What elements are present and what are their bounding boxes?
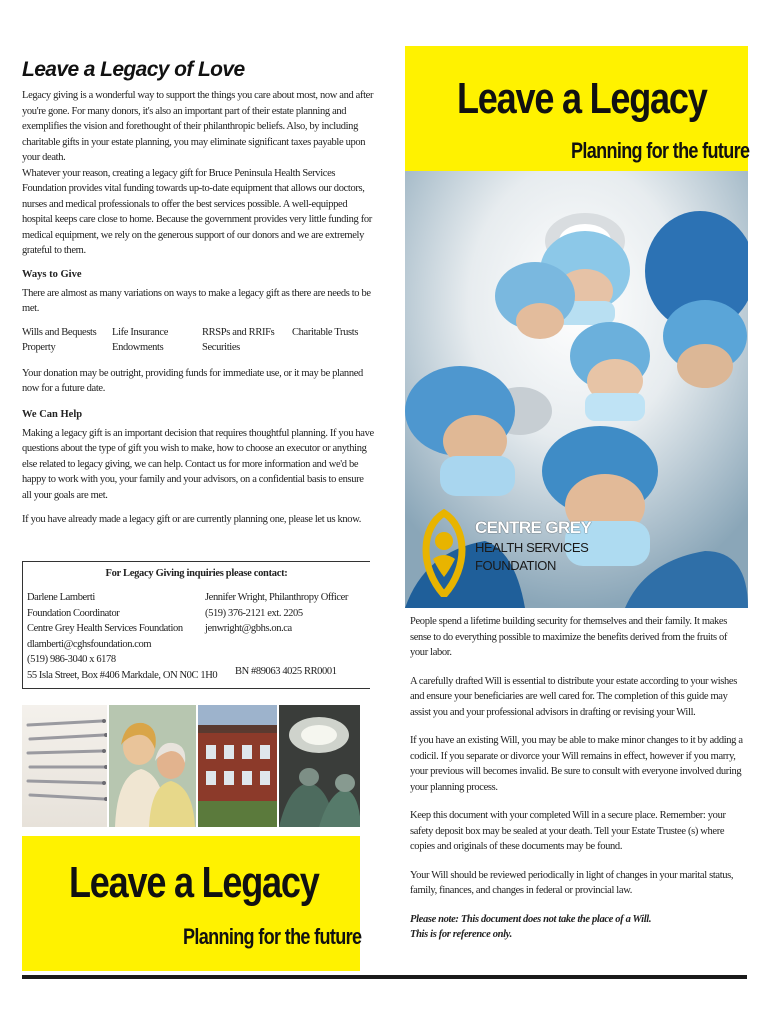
- contact-phone: (519) 376-2121 ext. 2205: [205, 607, 303, 619]
- ways-column: [292, 325, 382, 356]
- surgery-photo: [279, 705, 360, 827]
- promo-title: Leave a Legacy: [69, 858, 319, 907]
- way-item: Charitable Trusts: [292, 326, 359, 338]
- ways-column: [202, 325, 292, 356]
- will-guide-text: [410, 614, 746, 943]
- bottom-divider: [22, 975, 747, 979]
- disclaimer: [410, 912, 746, 943]
- ways-intro: There are almost as many variations on ways to make a legacy gift as there are needs to be met.: [22, 287, 371, 314]
- ways-to-give-heading: Ways to Give: [22, 268, 82, 280]
- business-number: BN #89063 4025 RR0001: [235, 666, 337, 677]
- foundation-logo-icon: [419, 507, 469, 597]
- paragraph: Your Will should be reviewed periodically in light of changes in your marital status, family, finances, and changes in federal or provincial law.: [410, 869, 734, 896]
- way-item: Endowments: [112, 342, 164, 353]
- logo-line-2: HEALTH SERVICES: [475, 540, 589, 555]
- dental-tools-photo: [22, 705, 107, 827]
- contact-left: [27, 590, 217, 684]
- donation-note: Your donation may be outright, providing funds for immediate use, or it may be planned now for a future date.: [22, 367, 363, 394]
- contact-box: [22, 561, 370, 689]
- photo-strip: [22, 705, 360, 827]
- paragraph: Keep this document with your completed Will in a secure place. Remember: your safety deposit box may be sealed at your death. Tell your Estate Trustee (s) where copies and originals of these documents may be found.: [410, 810, 726, 852]
- building-photo: [198, 705, 277, 827]
- promo-subtitle: Planning for the future: [183, 924, 362, 949]
- contact-role: Foundation Coordinator: [27, 607, 120, 619]
- surgeons-hero-image: [405, 171, 748, 608]
- logo-line-3: FOUNDATION: [475, 558, 556, 573]
- help-paragraph: Making a legacy gift is an important decision that requires thoughtful planning. If you have questions about the type of gift you wish to make, how to choose an executor or anything else related to legacy giving, we can help. Contact us for more information and we'd be happy to work with you, your family and your advisors, on a confidential basis to ensure all your goals are met.: [22, 427, 374, 501]
- way-item: Property: [22, 342, 56, 353]
- promo-panel-top: [405, 46, 748, 171]
- contact-heading: For Legacy Giving inquiries please contact:: [105, 568, 288, 579]
- contact-name: Darlene Lamberti: [27, 592, 95, 603]
- paragraph: If you have an existing Will, you may be able to make minor changes to it by adding a codicil. If you separate or divorce your Will remains in effect, however if you marry, your previous will becomes invalid. Be sure to consult with everyone involved during your planning process.: [410, 735, 743, 793]
- contact-email-link[interactable]: jenwright@gbhs.on.ca: [205, 623, 292, 635]
- contact-org: Centre Grey Health Services Foundation: [27, 623, 183, 635]
- promo-title: Leave a Legacy: [457, 74, 707, 123]
- ways-column: [22, 325, 112, 356]
- already-paragraph: If you have already made a legacy gift or are currently planning one, please let us know.: [22, 514, 362, 525]
- way-item: Wills and Bequests: [22, 326, 97, 338]
- section-title: Leave a Legacy of Love: [22, 58, 245, 81]
- contact-email-link[interactable]: dlamberti@cghsfoundation.com: [27, 638, 152, 650]
- disclaimer-line: Please note: This document does not take the place of a Will.: [410, 913, 652, 925]
- legacy-of-love-section: [22, 58, 374, 528]
- logo-line-1: CENTRE GREY: [475, 518, 592, 537]
- family-photo: [109, 705, 196, 827]
- intro-paragraph-2: Whatever your reason, creating a legacy gift for Bruce Peninsula Health Services Foundation provides vital funding towards up-to-date equipment that allows our doctors, nurses and medical professionals to offer the best services possible. A well-equipped hospital keeps care close to home. Because the government provides very little funding for medical equipment, we rely on the generous support of our donors and we are extremely grateful to them.: [22, 167, 372, 256]
- way-item: Life Insurance: [112, 326, 169, 338]
- contact-address: 55 Isla Street, Box #406 Markdale, ON N0C 1H0: [27, 669, 218, 681]
- paragraph: A carefully drafted Will is essential to distribute your estate according to your wishes and ensure your beneficiaries are well cared for. The completion of this guide may assist you and your professional advisors in drafting or revising your Will.: [410, 675, 737, 718]
- contact-name: Jennifer Wright, Philanthropy Officer: [205, 592, 349, 603]
- contact-right: [205, 590, 348, 637]
- way-item: Securities: [202, 342, 240, 353]
- disclaimer-line: This is for reference only.: [410, 929, 512, 940]
- promo-subtitle: Planning for the future: [571, 138, 750, 163]
- paragraph: People spend a lifetime building security for themselves and their family. It makes sense to do everything possible to maximize the benefits derived from the fruits of your labor.: [410, 616, 728, 658]
- promo-panel-bottom: [22, 836, 360, 971]
- contact-phone: (519) 986-3040 x 6178: [27, 654, 116, 666]
- way-item: RRSPs and RRIFs: [202, 326, 275, 338]
- ways-column: [112, 325, 202, 356]
- we-can-help-heading: We Can Help: [22, 408, 83, 420]
- intro-paragraph-1: Legacy giving is a wonderful way to support the things you care about most, now and after you're gone. For many donors, it's also an important part of their estate planning and exemplifies the vision and forethought of their philanthropic beliefs. Also, by including charitable gifts in your estate planning, you may eliminate significant taxes payable upon your death.: [22, 90, 374, 163]
- ways-list: [22, 325, 374, 356]
